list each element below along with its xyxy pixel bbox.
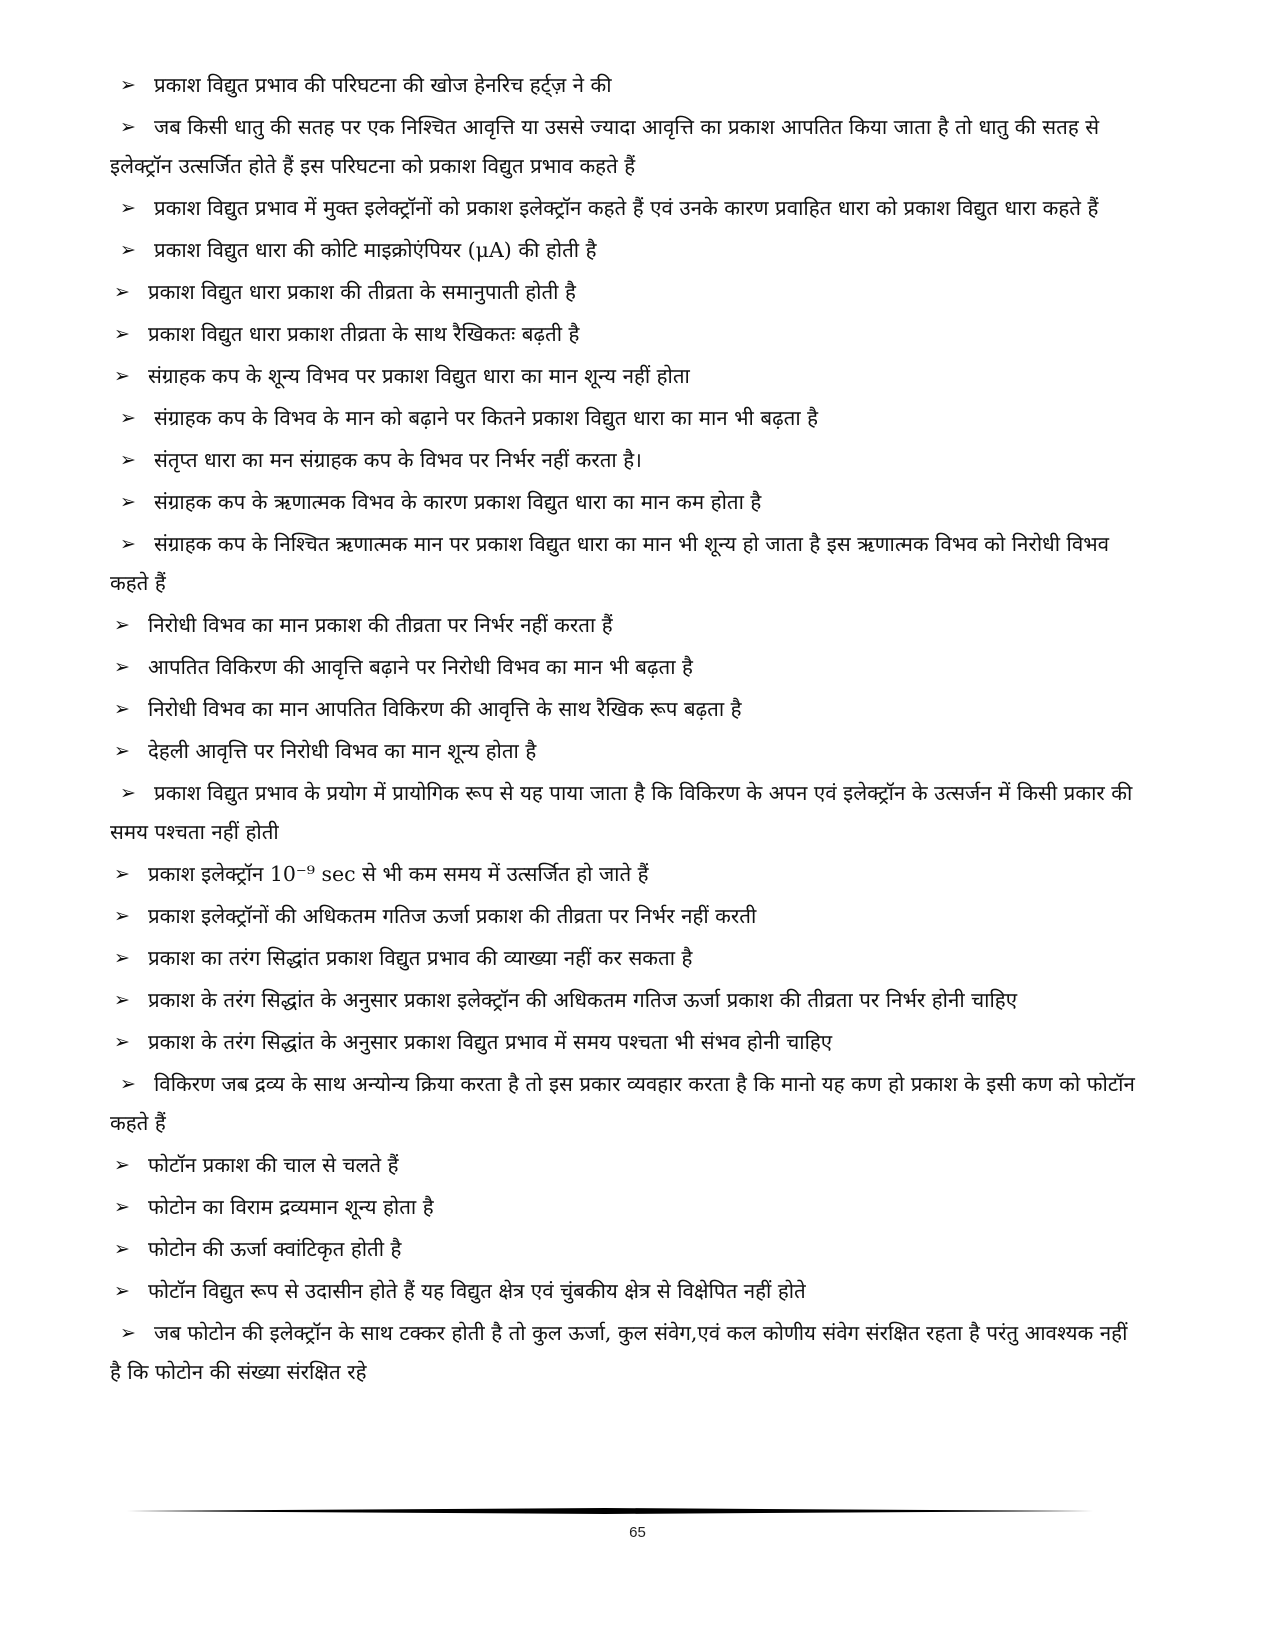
list-item: ➢ प्रकाश विद्युत प्रभाव में मुक्त इलेक्ट्रॉनों को प्रकाश इलेक्ट्रॉन कहते हैं एवं उनके कारण प्रवाहित धारा को प्रकाश विद्युत धारा कहते हैं: [110, 189, 1140, 228]
list-item: ➢ प्रकाश विद्युत प्रभाव की परिघटना की खोज हेनरिच हर्ट्ज़ ने की: [110, 66, 1140, 105]
arrow-bullet-icon: ➢: [120, 1073, 136, 1095]
list-item: ➢ संग्राहक कप के शून्य विभव पर प्रकाश विद्युत धारा का मान शून्य नहीं होता: [110, 357, 1140, 396]
arrow-bullet-icon: ➢: [120, 197, 136, 219]
list-item: ➢ संतृप्त धारा का मन संग्राहक कप के विभव पर निर्भर नहीं करता है।: [110, 441, 1140, 480]
list-item: ➢ विकिरण जब द्रव्य के साथ अन्योन्य क्रिया करता है तो इस प्रकार व्यवहार करता है कि मानो यह कण हो प्रकाश के इसी कण को फोटॉन कहते हैं: [110, 1065, 1140, 1143]
list-item: ➢ प्रकाश इलेक्ट्रॉन 10⁻⁹ sec से भी कम समय में उत्सर्जित हो जाते हैं: [110, 855, 1140, 894]
footer-divider: [118, 1508, 1093, 1514]
list-item: ➢ प्रकाश के तरंग सिद्धांत के अनुसार प्रकाश विद्युत प्रभाव में समय पश्चता भी संभव होनी चाहिए: [110, 1023, 1140, 1062]
list-item: ➢ प्रकाश विद्युत धारा की कोटि माइक्रोएंपियर (μA) की होती है: [110, 231, 1140, 270]
arrow-bullet-icon: ➢: [114, 740, 130, 762]
list-item: ➢ प्रकाश इलेक्ट्रॉनों की अधिकतम गतिज ऊर्जा प्रकाश की तीव्रता पर निर्भर नहीं करती: [110, 897, 1140, 936]
list-item: ➢ प्रकाश के तरंग सिद्धांत के अनुसार प्रकाश इलेक्ट्रॉन की अधिकतम गतिज ऊर्जा प्रकाश की तीव्रता पर निर्भर होनी चाहिए: [110, 981, 1140, 1020]
arrow-bullet-icon: ➢: [114, 989, 130, 1011]
arrow-bullet-icon: ➢: [120, 449, 136, 471]
list-item: ➢ प्रकाश विद्युत धारा प्रकाश की तीव्रता के समानुपाती होती है: [110, 273, 1140, 312]
arrow-bullet-icon: ➢: [120, 533, 136, 555]
arrow-bullet-icon: ➢: [114, 281, 130, 303]
arrow-bullet-icon: ➢: [114, 1031, 130, 1053]
arrow-bullet-icon: ➢: [114, 656, 130, 678]
arrow-bullet-icon: ➢: [114, 365, 130, 387]
arrow-bullet-icon: ➢: [114, 863, 130, 885]
list-item: ➢ फोटॉन विद्युत रूप से उदासीन होते हैं यह विद्युत क्षेत्र एवं चुंबकीय क्षेत्र से विक्षेपित नहीं होते: [110, 1272, 1140, 1311]
list-item: ➢ संग्राहक कप के विभव के मान को बढ़ाने पर कितने प्रकाश विद्युत धारा का मान भी बढ़ता है: [110, 399, 1140, 438]
bullet-list: [110, 66, 1140, 1395]
list-item: ➢ संग्राहक कप के ऋणात्मक विभव के कारण प्रकाश विद्युत धारा का मान कम होता है: [110, 483, 1140, 522]
arrow-bullet-icon: ➢: [114, 323, 130, 345]
arrow-bullet-icon: ➢: [114, 614, 130, 636]
list-item: ➢ जब किसी धातु की सतह पर एक निश्चित आवृत्ति या उससे ज्यादा आवृत्ति का प्रकाश आपतित किया जाता है तो धातु की सतह से इलेक्ट्रॉन उत्सर्जित होते हैं इस परिघटना को प्रकाश विद्युत प्रभाव कहते हैं: [110, 108, 1140, 186]
list-item: ➢ देहली आवृत्ति पर निरोधी विभव का मान शून्य होता है: [110, 732, 1140, 771]
list-item: ➢ निरोधी विभव का मान आपतित विकिरण की आवृत्ति के साथ रैखिक रूप बढ़ता है: [110, 690, 1140, 729]
arrow-bullet-icon: ➢: [114, 1280, 130, 1302]
arrow-bullet-icon: ➢: [120, 116, 136, 138]
arrow-bullet-icon: ➢: [114, 1238, 130, 1260]
arrow-bullet-icon: ➢: [120, 239, 136, 261]
list-item: ➢ फोटॉन प्रकाश की चाल से चलते हैं: [110, 1146, 1140, 1185]
arrow-bullet-icon: ➢: [120, 74, 136, 96]
arrow-bullet-icon: ➢: [114, 905, 130, 927]
list-item: ➢ आपतित विकिरण की आवृत्ति बढ़ाने पर निरोधी विभव का मान भी बढ़ता है: [110, 648, 1140, 687]
arrow-bullet-icon: ➢: [120, 407, 136, 429]
arrow-bullet-icon: ➢: [120, 1322, 136, 1344]
list-item: ➢ निरोधी विभव का मान प्रकाश की तीव्रता पर निर्भर नहीं करता हैं: [110, 606, 1140, 645]
arrow-bullet-icon: ➢: [114, 1196, 130, 1218]
arrow-bullet-icon: ➢: [114, 1154, 130, 1176]
list-item: ➢ प्रकाश विद्युत धारा प्रकाश तीव्रता के साथ रैखिकतः बढ़ती है: [110, 315, 1140, 354]
list-item: ➢ प्रकाश विद्युत प्रभाव के प्रयोग में प्रायोगिक रूप से यह पाया जाता है कि विकिरण के अपन एवं इलेक्ट्रॉन के उत्सर्जन में किसी प्रकार की समय पश्चता नहीं होती: [110, 774, 1140, 852]
list-item: ➢ जब फोटोन की इलेक्ट्रॉन के साथ टक्कर होती है तो कुल ऊर्जा, कुल संवेग,एवं कल कोणीय संवेग संरक्षित रहता है परंतु आवश्यक नहीं है कि फोटोन की संख्या संरक्षित रहे: [110, 1314, 1140, 1392]
list-item: ➢ फोटोन का विराम द्रव्यमान शून्य होता है: [110, 1188, 1140, 1227]
list-item: ➢ प्रकाश का तरंग सिद्धांत प्रकाश विद्युत प्रभाव की व्याख्या नहीं कर सकता है: [110, 939, 1140, 978]
arrow-bullet-icon: ➢: [114, 698, 130, 720]
arrow-bullet-icon: ➢: [114, 947, 130, 969]
arrow-bullet-icon: ➢: [120, 782, 136, 804]
list-item: ➢ संग्राहक कप के निश्चित ऋणात्मक मान पर प्रकाश विद्युत धारा का मान भी शून्य हो जाता है इस ऋणात्मक विभव को निरोधी विभव कहते हैं: [110, 525, 1140, 603]
arrow-bullet-icon: ➢: [120, 491, 136, 513]
page-number: 65: [629, 1524, 646, 1541]
list-item: ➢ फोटोन की ऊर्जा क्वांटिकृत होती है: [110, 1230, 1140, 1269]
